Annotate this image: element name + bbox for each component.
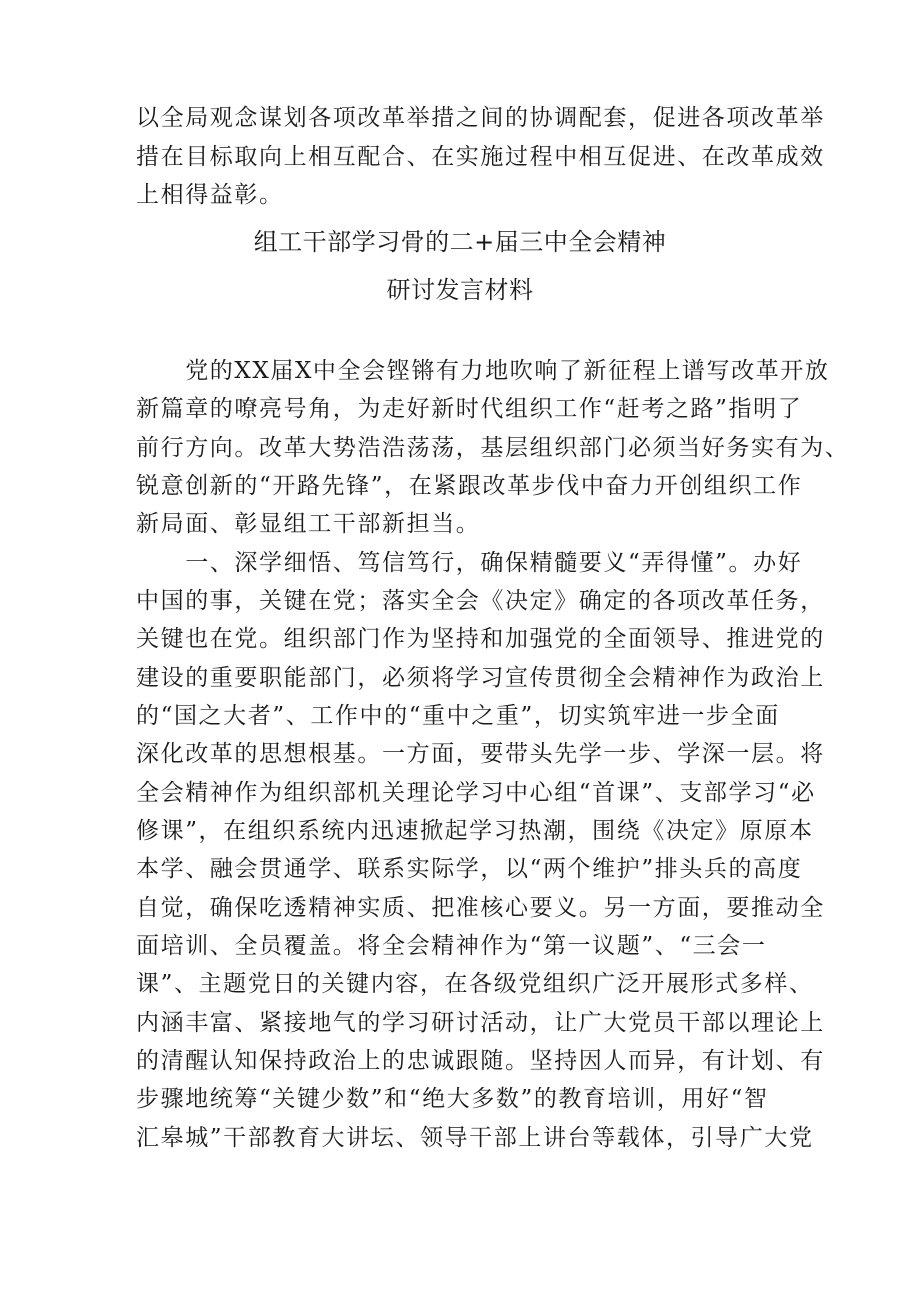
body-line-19: 的清醒认知保持政治上的忠诚跟随。坚持因人而异，有计划、有: [136, 1048, 825, 1074]
body-line-15: 自觉，确保吃透精神实质、把准核心要义。另一方面，要推动全: [136, 895, 825, 921]
title-line-2: 研讨发言材料: [386, 276, 534, 304]
title-line-1: 组工干部学习骨的二+届三中全会精神: [253, 228, 667, 256]
intro-line-1: 以全局观念谋划各项改革举措之间的协调配套，促进各项改革举: [136, 105, 825, 131]
body-line-10: 的“国之大者”、工作中的“重中之重”，切实筑牢进一步全面: [136, 703, 780, 729]
body-line-20: 步骤地统筹“关键少数”和“绝大多数”的教育培训，用好“智: [136, 1086, 769, 1112]
body-line-13: 修课”，在组织系统内迅速掀起学习热潮，围绕《决定》原原本: [136, 818, 814, 844]
body-line-7: 中国的事，关键在党；落实全会《决定》确定的各项改革任务，: [136, 588, 825, 614]
body-line-21: 汇皋城”干部教育大讲坛、领导干部上讲台等载体，引导广大党: [136, 1125, 814, 1151]
body-line-3: 前行方向。改革大势浩浩荡荡，基层组织部门必须当好务实有为、: [136, 435, 850, 461]
intro-line-3: 上相得益彰。: [136, 182, 284, 208]
body-line-16: 面培训、全员覆盖。将全会精神作为“第一议题”、“三会一: [136, 933, 767, 959]
body-line-2: 新篇章的嘹亮号角，为走好新时代组织工作“赶考之路”指明了: [136, 396, 803, 422]
body-line-6: 一、深学细悟、笃信笃行，确保精髓要义“弄得懂”。办好: [136, 550, 803, 576]
body-line-9: 建设的重要职能部门，必须将学习宣传贯彻全会精神作为政治上: [136, 665, 825, 691]
body-line-18: 内涵丰富、紧接地气的学习研讨活动，让广大党员干部以理论上: [136, 1010, 825, 1036]
body-line-4: 锐意创新的“开路先锋”，在紧跟改革步伐中奋力开创组织工作: [136, 473, 803, 499]
intro-line-2: 措在目标取向上相互配合、在实施过程中相互促进、在改革成效: [136, 144, 825, 170]
body-line-14: 本学、融会贯通学、联系实际学，以“两个维护”排头兵的高度: [136, 856, 803, 882]
body-line-8: 关键也在党。组织部门作为坚持和加强党的全面领导、推进党的: [136, 626, 825, 652]
body-line-17: 课”、主题党日的关键内容，在各级党组织广泛开展形式多样、: [136, 971, 814, 997]
body-line-12: 全会精神作为组织部机关理论学习中心组“首课”、支部学习“必: [136, 780, 816, 806]
body-line-1: 党的XX届X中全会铿锵有力地吹响了新征程上谱写改革开放: [136, 358, 830, 384]
body-line-11: 深化改革的思想根基。一方面，要带头先学一步、学深一层。将: [136, 741, 825, 767]
body-line-5: 新局面、彰显组工干部新担当。: [136, 511, 481, 537]
